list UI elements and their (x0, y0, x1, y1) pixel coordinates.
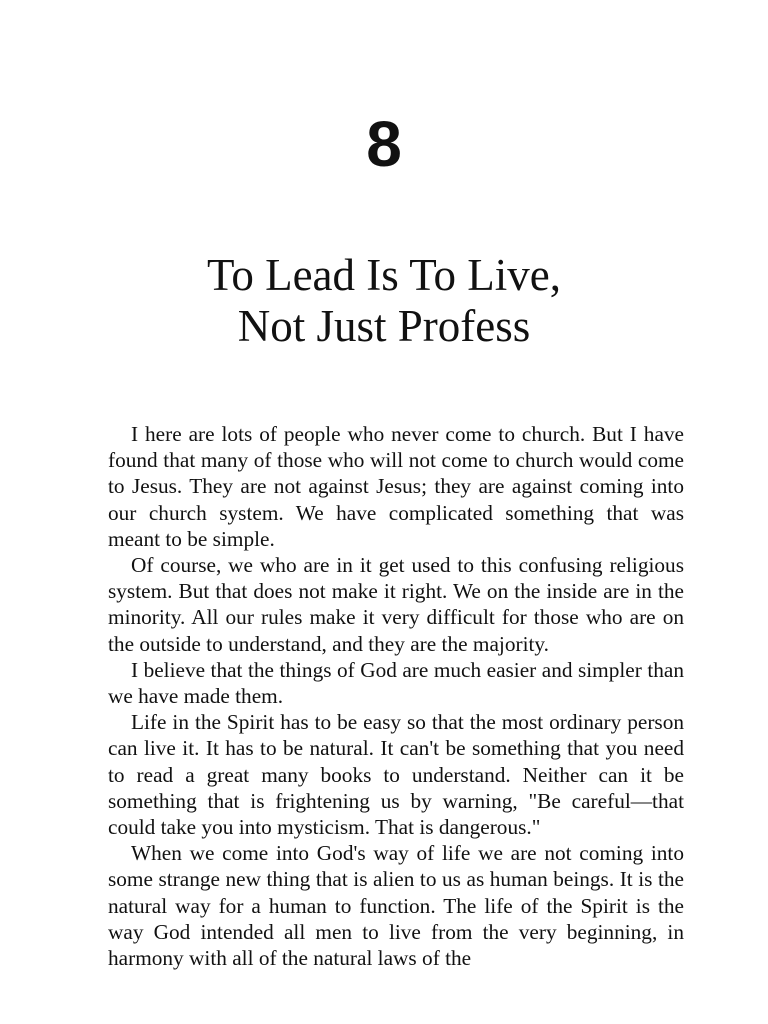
chapter-number: 8 (366, 108, 402, 180)
paragraph: Life in the Spirit has to be easy so that the most ordinary person can live it. It has to be natural. It can't be something that you need to read a great many books to understand. Neither can it be something that is frightening us by warning, "Be careful—that could take you into mysticism. That is dangerous." (108, 710, 684, 840)
paragraph: I believe that the things of God are much easier and simpler than we have made them. (108, 657, 684, 709)
chapter-title-line-1: To Lead Is To Live, (206, 250, 562, 300)
paragraph: I here are lots of people who never come to church. But I have found that many of those who will not come to church would come to Jesus. They are not against Jesus; they are against coming into our church system. We have complicated something that was meant to be simple. (108, 422, 684, 551)
paragraph: Of course, we who are in it get used to this confusing religious system. But that does not make it right. We on the inside are in the minority. All our rules make it very difficult for those who are on the outside to understand, and they are the majority. (108, 553, 684, 656)
paragraph: When we come into God's way of life we are not coming into some strange new thing that is alien to us as human beings. It is the natural way for a human to function. The life of the Spirit is the way God intended all men to live from the very beginning, in harmony with all of the natural laws of the (108, 841, 684, 971)
chapter-title-line-2: Not Just Profess (237, 301, 531, 351)
chapter-body (108, 421, 684, 971)
chapter-title (0, 250, 768, 352)
